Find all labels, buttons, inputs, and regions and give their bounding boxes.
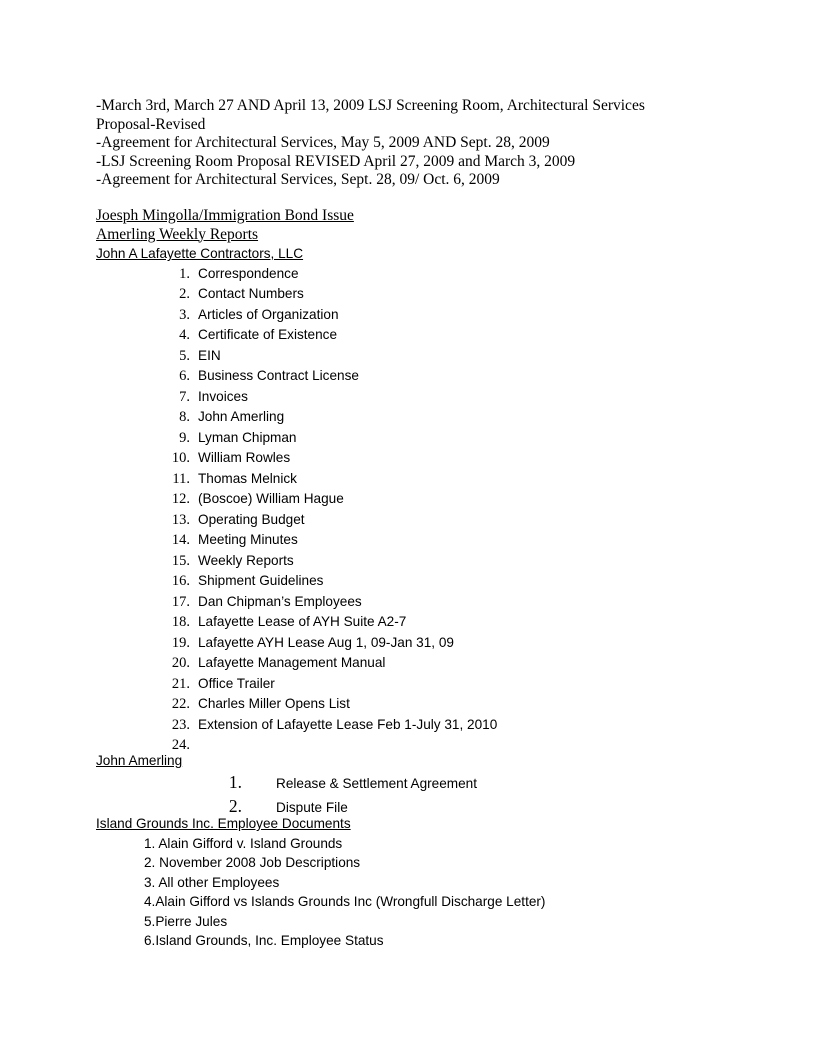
list-item-number: 15. [171, 552, 190, 569]
list-item-text: Lafayette AYH Lease Aug 1, 09-Jan 31, 09 [198, 634, 454, 650]
header-line: -LSJ Screening Room Proposal REVISED April 27, 2009 and March 3, 2009 [96, 152, 576, 170]
list-item [96, 428, 796, 449]
heading-john-amerling: John Amerling [96, 753, 183, 768]
header-line: Proposal-Revised [96, 115, 206, 133]
list-item-text: (Boscoe) William Hague [198, 491, 344, 506]
header-line: -March 3rd, March 27 AND April 13, 2009 LSJ Screening Room, Architectural Services [96, 97, 645, 114]
list-item-text: Invoices [198, 388, 248, 404]
list-item [96, 633, 796, 654]
list-item-number: 5. [144, 913, 156, 929]
list-item [96, 694, 796, 715]
list-item-text: Dispute File [276, 799, 348, 815]
island-list [96, 834, 796, 951]
list-item [96, 448, 796, 469]
list-item-text: Pierre Jules [155, 913, 228, 929]
list-item-number: 14. [171, 532, 190, 548]
list-item-number: 4. [144, 894, 156, 909]
list-item-number: 6. [179, 368, 190, 384]
list-item-number: 7. [179, 388, 190, 405]
list-item [96, 530, 796, 551]
list-item-number: 16. [171, 573, 190, 589]
list-item-number: 21. [171, 675, 190, 692]
list-item [96, 592, 796, 613]
list-item-text: Lafayette Lease of AYH Suite A2-7 [198, 614, 407, 629]
list-item-number: 9. [179, 429, 190, 446]
list-item [96, 653, 796, 674]
list-item-text: Extension of Lafayette Lease Feb 1-July 31, 2010 [198, 716, 498, 732]
list-item-number: 19. [171, 634, 190, 651]
list-item [96, 325, 796, 346]
list-item [96, 873, 796, 893]
list-item [96, 387, 796, 408]
list-item [96, 366, 796, 387]
list-item [96, 853, 796, 873]
list-item-number: 13. [171, 511, 190, 528]
list-item-number: 5. [179, 347, 190, 364]
list-item-number: 11. [172, 470, 190, 487]
list-item-number: 1. [179, 265, 190, 282]
list-item-text: EIN [198, 347, 221, 363]
list-item [96, 674, 796, 695]
list-item-text: Certificate of Existence [198, 327, 338, 342]
list-item-number: 2. [179, 286, 190, 302]
list-item [96, 834, 796, 854]
list-item [96, 715, 796, 736]
list-item-text: John Amerling [198, 409, 285, 424]
list-item [96, 892, 796, 912]
list-item-number: 12. [171, 491, 190, 507]
list-item-number: 10. [171, 450, 190, 466]
list-item [96, 469, 796, 490]
list-item-text: Correspondence [198, 265, 299, 281]
list-item-text: Thomas Melnick [198, 470, 297, 486]
list-item [96, 571, 796, 592]
list-item-number: 18. [171, 614, 190, 630]
list-item-number: 1. [144, 835, 156, 851]
list-item-text: Charles Miller Opens List [198, 696, 350, 711]
heading-mingolla: Joesph Mingolla/Immigration Bond Issue [96, 207, 354, 224]
list-item [96, 771, 796, 795]
list-item-text: Release & Settlement Agreement [276, 775, 477, 791]
list-item [96, 305, 796, 326]
list-item-text: Island Grounds, Inc. Employee Status [155, 933, 384, 948]
heading-amerling-reports: Amerling Weekly Reports [96, 225, 259, 243]
list-item-text: William Rowles [198, 450, 291, 465]
island-section [96, 814, 796, 951]
list-item-text: Meeting Minutes [198, 532, 298, 547]
header-line: -Agreement for Architectural Services, Sept. 28, 09/ Oct. 6, 2009 [96, 171, 500, 188]
list-item-text: November 2008 Job Descriptions [155, 855, 361, 870]
list-item-number: 17. [171, 593, 190, 610]
list-item-text: Business Contract License [198, 368, 359, 383]
list-item-number: 6. [144, 933, 156, 948]
list-item [96, 264, 796, 285]
list-item [96, 510, 796, 531]
list-item [96, 284, 796, 305]
list-item [96, 912, 796, 932]
header-line: -Agreement for Architectural Services, May 5, 2009 AND Sept. 28, 2009 [96, 134, 550, 151]
list-item-number: 23. [171, 716, 190, 733]
lafayette-list [96, 264, 796, 756]
heading-island: Island Grounds Inc. Employee Documents [96, 816, 351, 831]
list-item-number: 20. [171, 655, 190, 671]
list-item-number: 4. [179, 327, 190, 343]
list-item-text: Lyman Chipman [198, 429, 297, 445]
list-item-text: Office Trailer [198, 675, 275, 691]
list-item [96, 931, 796, 951]
list-item-number: 22. [171, 696, 190, 712]
list-item-number: 8. [179, 409, 190, 425]
list-item-text: Shipment Guidelines [198, 573, 324, 588]
serif-headings [96, 207, 796, 244]
list-item-text: Dan Chipman’s Employees [198, 593, 362, 609]
list-item-number: 1. [228, 771, 242, 792]
list-item-text: Lafayette Management Manual [198, 655, 386, 670]
amerling-section [96, 751, 796, 819]
list-item-text: All other Employees [155, 874, 280, 890]
list-item [96, 489, 796, 510]
list-item [96, 407, 796, 428]
list-item-text: Articles of Organization [198, 306, 339, 322]
amerling-list [96, 771, 796, 819]
list-item-number: 3. [179, 306, 190, 323]
header-block [96, 97, 796, 190]
list-item [96, 551, 796, 572]
list-item-number: 2. [144, 855, 156, 870]
list-item-number: 2. [228, 795, 242, 816]
list-item-text: Alain Gifford v. Island Grounds [155, 835, 343, 851]
list-item-number: 24. [171, 737, 190, 753]
lafayette-section [96, 244, 796, 756]
list-item-text: Weekly Reports [198, 552, 294, 568]
heading-lafayette: John A Lafayette Contractors, LLC [96, 246, 304, 261]
list-item-text: Operating Budget [198, 511, 305, 527]
list-item [96, 612, 796, 633]
list-item-text: Alain Gifford vs Islands Grounds Inc (Wrongfull Discharge Letter) [155, 894, 546, 909]
list-item [96, 346, 796, 367]
list-item-text: Contact Numbers [198, 286, 304, 301]
list-item-number: 3. [144, 874, 156, 890]
